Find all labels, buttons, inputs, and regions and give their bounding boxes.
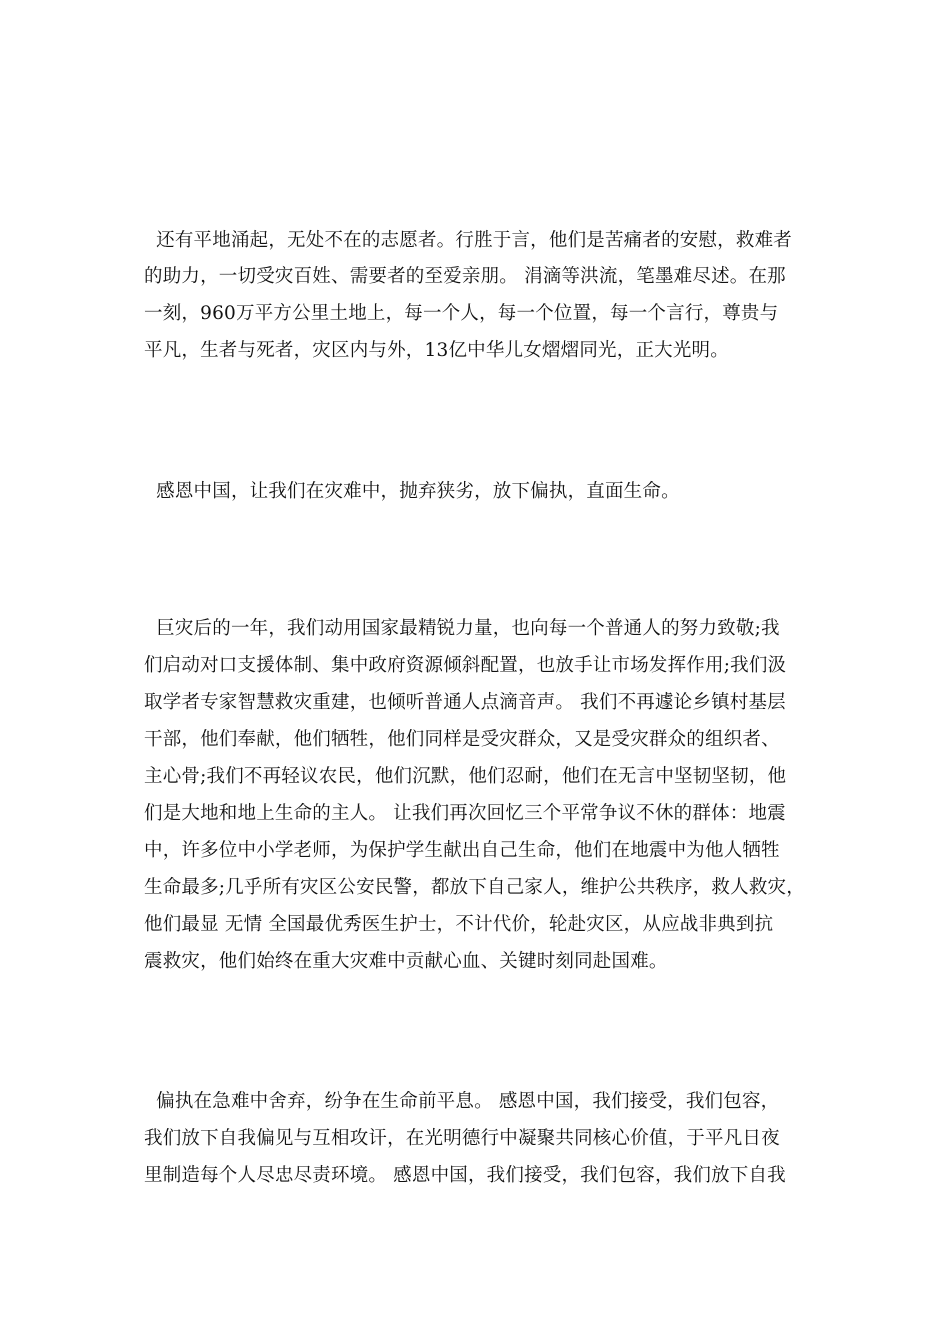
text-line: 感恩中国，让我们在灾难中，抛弃狭劣，放下偏执，直面生命。 xyxy=(144,481,680,502)
text-line: 主心骨;我们不再轻议农民，他们沉默，他们忍耐，他们在无言中坚韧坚韧，他 xyxy=(144,766,787,787)
text-line: 干部，他们奉献，他们牺牲，他们同样是受灾群众，又是受灾群众的组织者、 xyxy=(144,729,780,750)
text-line: 平凡，生者与死者，灾区内与外，13亿中华儿女熠熠同光，正大光明。 xyxy=(144,340,729,361)
text-line: 我们放下自我偏见与互相攻讦，在光明德行中凝聚共同核心价值，于平凡日夜 xyxy=(144,1128,780,1149)
text-line: 们启动对口支援体制、集中政府资源倾斜配置，也放手让市场发挥作用;我们汲 xyxy=(144,655,787,676)
text-line: 他们最显 无情 全国最优秀医生护士，不计代价，轮赴灾区，从应战非典到抗 xyxy=(144,914,774,935)
text-line: 偏执在急难中舍弃，纷争在生命前平息。 感恩中国，我们接受，我们包容， xyxy=(144,1091,780,1112)
text-line: 中，许多位中小学老师，为保护学生献出自己生命，他们在地震中为他人牺牲 xyxy=(144,840,780,861)
text-line: 们是大地和地上生命的主人。 让我们再次回忆三个平常争议不休的群体：地震 xyxy=(144,803,786,824)
text-line: 里制造每个人尽忠尽责环境。 感恩中国，我们接受，我们包容，我们放下自我 xyxy=(144,1165,786,1186)
text-line: 的助力，一切受灾百姓、需要者的至爱亲朋。 涓滴等洪流，笔墨难尽述。在那 xyxy=(144,266,786,287)
text-line: 取学者专家智慧救灾重建，也倾听普通人点滴音声。 我们不再遽论乡镇村基层 xyxy=(144,692,786,713)
text-line: 巨灾后的一年，我们动用国家最精锐力量，也向每一个普通人的努力致敬;我 xyxy=(144,618,780,639)
text-line: 震救灾，他们始终在重大灾难中贡献心血、关键时刻同赴国难。 xyxy=(144,951,668,972)
text-line: 一刻，960万平方公里土地上，每一个人，每一个位置，每一个言行，尊贵与 xyxy=(144,303,779,324)
text-line: 还有平地涌起，无处不在的志愿者。行胜于言，他们是苦痛者的安慰，救难者 xyxy=(144,230,792,251)
text-line: 生命最多;几乎所有灾区公安民警，都放下自己家人，维护公共秩序，救人救灾， xyxy=(144,877,805,898)
